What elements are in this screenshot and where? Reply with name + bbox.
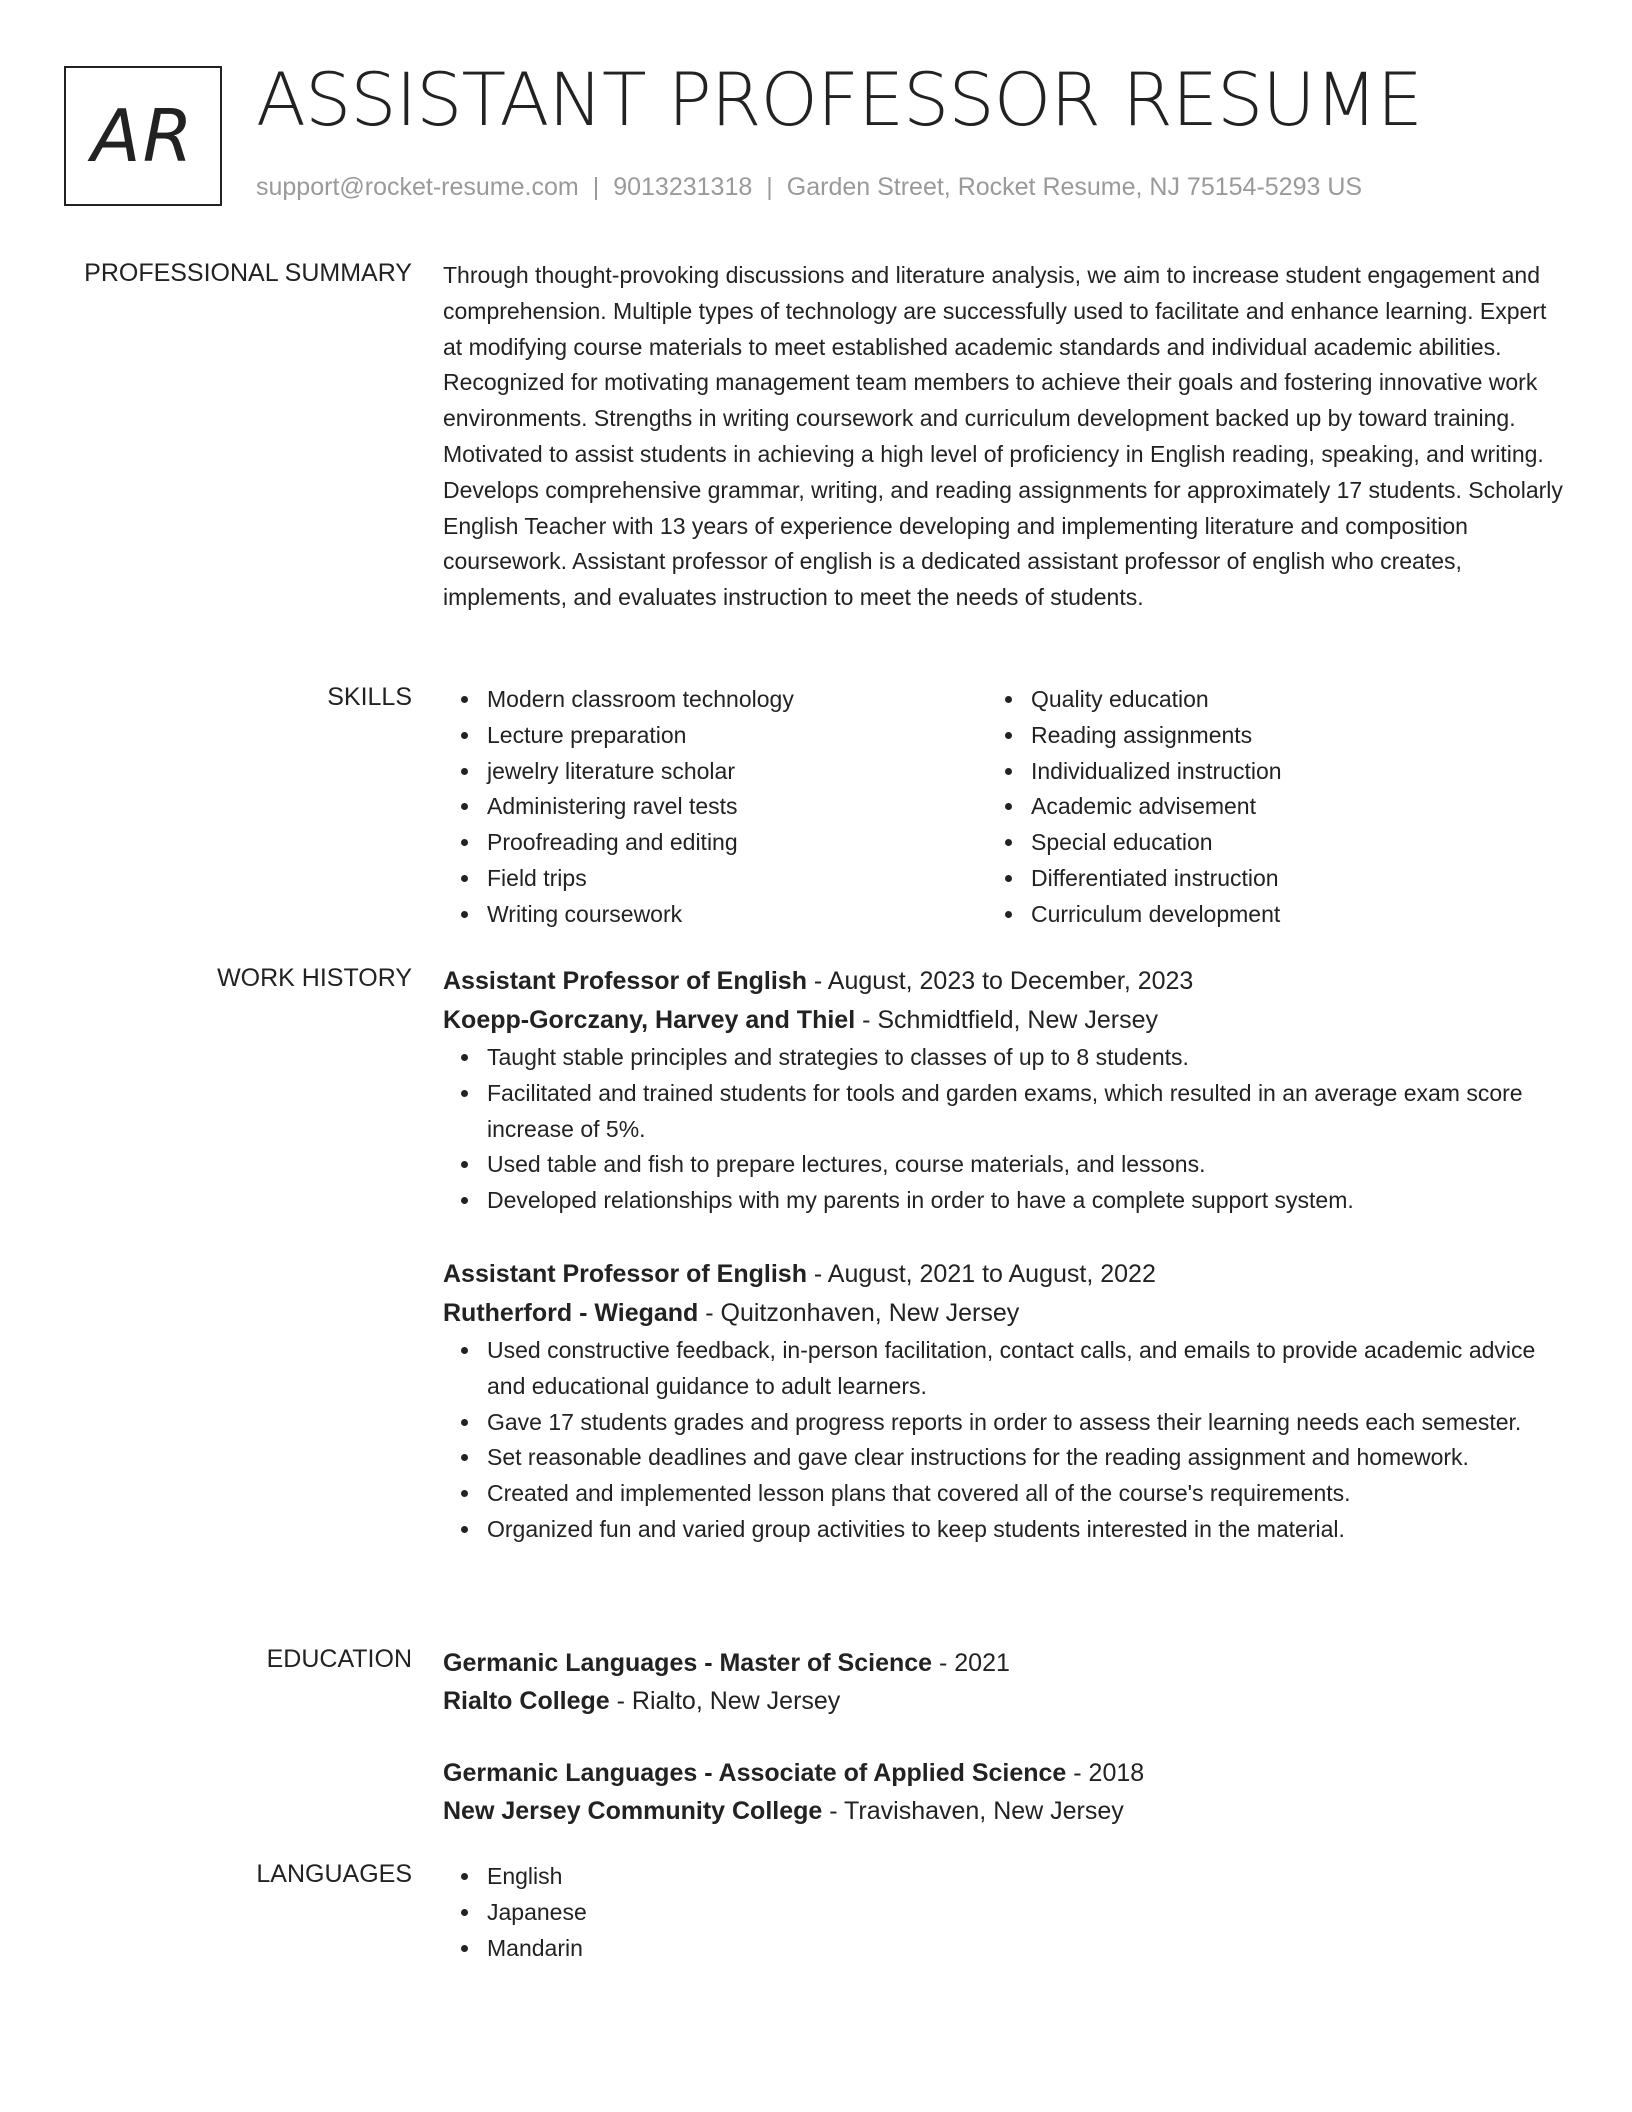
education-entry xyxy=(443,1644,1563,1720)
education-school: New Jersey Community College xyxy=(443,1797,823,1825)
job-bullet: Gave 17 students grades and progress reports in order to assess their learning needs each semester. xyxy=(487,1405,1563,1441)
job-bullet: Taught stable principles and strategies to classes of up to 8 students. xyxy=(487,1040,1563,1076)
skill-item: Differentiated instruction xyxy=(1031,861,1531,897)
work-history-body xyxy=(443,962,1563,1584)
education-degree-line xyxy=(443,1644,1563,1682)
languages-list xyxy=(443,1859,1563,1966)
education-school-line xyxy=(443,1682,1563,1720)
job-bullet: Used table and fish to prepare lectures, course materials, and lessons. xyxy=(487,1147,1563,1183)
job-dates: - August, 2021 to August, 2022 xyxy=(806,1259,1156,1288)
skills-heading: SKILLS xyxy=(327,683,412,711)
job-dates: - August, 2023 to December, 2023 xyxy=(806,967,1194,995)
contact-address: Garden Street, Rocket Resume, NJ 75154-5293 US xyxy=(786,173,1363,201)
education-location: - Travishaven, New Jersey xyxy=(822,1797,1124,1825)
skills-column-left xyxy=(443,682,987,933)
education-year: - 2018 xyxy=(1066,1759,1145,1787)
resume-title: ASSISTANT PROFESSOR RESUME xyxy=(256,58,1422,143)
job-title-line xyxy=(443,1255,1563,1294)
summary-heading: PROFESSIONAL SUMMARY xyxy=(84,259,412,287)
skill-item: Writing coursework xyxy=(487,897,987,933)
skill-item: Academic advisement xyxy=(1031,789,1531,825)
job-bullet: Used constructive feedback, in-person facilitation, contact calls, and emails to provide academic advice and educational guidance to adult learners. xyxy=(487,1333,1563,1405)
job-entry xyxy=(443,962,1563,1219)
skill-item: Curriculum development xyxy=(1031,897,1531,933)
job-title-line xyxy=(443,962,1563,1001)
job-company: Koepp-Gorczany, Harvey and Thiel xyxy=(443,1006,856,1034)
education-body xyxy=(443,1644,1563,1864)
skill-item: Special education xyxy=(1031,825,1531,861)
languages-body xyxy=(443,1859,1563,1966)
skills-list-left xyxy=(443,682,987,933)
skills-body xyxy=(443,682,1563,933)
education-degree: Germanic Languages - Master of Science xyxy=(443,1649,933,1677)
education-degree-line xyxy=(443,1754,1563,1792)
skill-item: Lecture preparation xyxy=(487,718,987,754)
skill-item: Administering ravel tests xyxy=(487,789,987,825)
skill-item: Modern classroom technology xyxy=(487,682,987,718)
contact-separator: | xyxy=(592,173,600,201)
skill-item: Field trips xyxy=(487,861,987,897)
skill-item: Quality education xyxy=(1031,682,1531,718)
job-bullet-list xyxy=(443,1333,1563,1548)
language-item: Japanese xyxy=(487,1895,1563,1931)
education-school-line xyxy=(443,1792,1563,1830)
monogram-box xyxy=(64,66,222,206)
language-item: Mandarin xyxy=(487,1931,1563,1967)
education-entry xyxy=(443,1754,1563,1830)
job-company-line xyxy=(443,1001,1563,1040)
language-item: English xyxy=(487,1859,1563,1895)
skills-column-right xyxy=(987,682,1531,933)
languages-heading: LANGUAGES xyxy=(256,1860,412,1888)
education-heading: EDUCATION xyxy=(266,1645,412,1673)
job-bullet: Set reasonable deadlines and gave clear instructions for the reading assignment and homework. xyxy=(487,1440,1563,1476)
skills-columns xyxy=(443,682,1563,933)
job-bullet: Developed relationships with my parents in order to have a complete support system. xyxy=(487,1183,1563,1219)
job-bullet: Created and implemented lesson plans that covered all of the course's requirements. xyxy=(487,1476,1563,1512)
job-bullet-list xyxy=(443,1040,1563,1219)
job-entry xyxy=(443,1255,1563,1548)
contact-phone: 9013231318 xyxy=(613,173,753,201)
work-history-heading: WORK HISTORY xyxy=(217,964,412,992)
skill-item: jewelry literature scholar xyxy=(487,754,987,790)
summary-body xyxy=(443,258,1563,616)
education-location: - Rialto, New Jersey xyxy=(609,1687,841,1715)
job-title: Assistant Professor of English xyxy=(443,967,807,995)
skill-item: Individualized instruction xyxy=(1031,754,1531,790)
job-company: Rutherford - Wiegand xyxy=(443,1298,699,1327)
monogram-initials: AR xyxy=(91,94,195,178)
contact-separator: | xyxy=(766,173,773,201)
summary-text: Through thought-provoking discussions and literature analysis, we aim to increase student engagement and comprehension. Multiple types of technology are successfully used to facilitate and enhance learning. Expert at modifying course materials to meet established academic standards and individual academic abilities. Recognized for motivating management team members to achieve their goals and fostering innovative work environments. Strengths in writing coursework and curriculum development backed up by toward training. Motivated to assist students in achieving a high level of proficiency in English reading, speaking, and writing. Develops comprehensive grammar, writing, and reading assignments for approximately 17 students. Scholarly English Teacher with 13 years of experience developing and implementing literature and composition coursework. Assistant professor of english is a dedicated assistant professor of english who creates, implements, and evaluates instruction to meet the needs of students. xyxy=(443,262,1563,611)
education-year: - 2021 xyxy=(932,1649,1010,1677)
skill-item: Reading assignments xyxy=(1031,718,1531,754)
job-location: - Schmidtfield, New Jersey xyxy=(855,1006,1159,1034)
skills-list-right xyxy=(987,682,1531,933)
job-company-line xyxy=(443,1294,1563,1333)
skill-item: Proofreading and editing xyxy=(487,825,987,861)
job-location: - Quitzonhaven, New Jersey xyxy=(698,1298,1020,1327)
job-bullet: Organized fun and varied group activities to keep students interested in the material. xyxy=(487,1512,1563,1548)
job-bullet: Facilitated and trained students for tools and garden exams, which resulted in an average exam score increase of 5%. xyxy=(487,1076,1563,1148)
contact-email: support@rocket-resume.com xyxy=(256,173,579,201)
job-title: Assistant Professor of English xyxy=(443,1259,807,1288)
education-school: Rialto College xyxy=(443,1687,610,1715)
education-degree: Germanic Languages - Associate of Applied Science xyxy=(443,1759,1067,1787)
contact-line xyxy=(256,173,1362,202)
